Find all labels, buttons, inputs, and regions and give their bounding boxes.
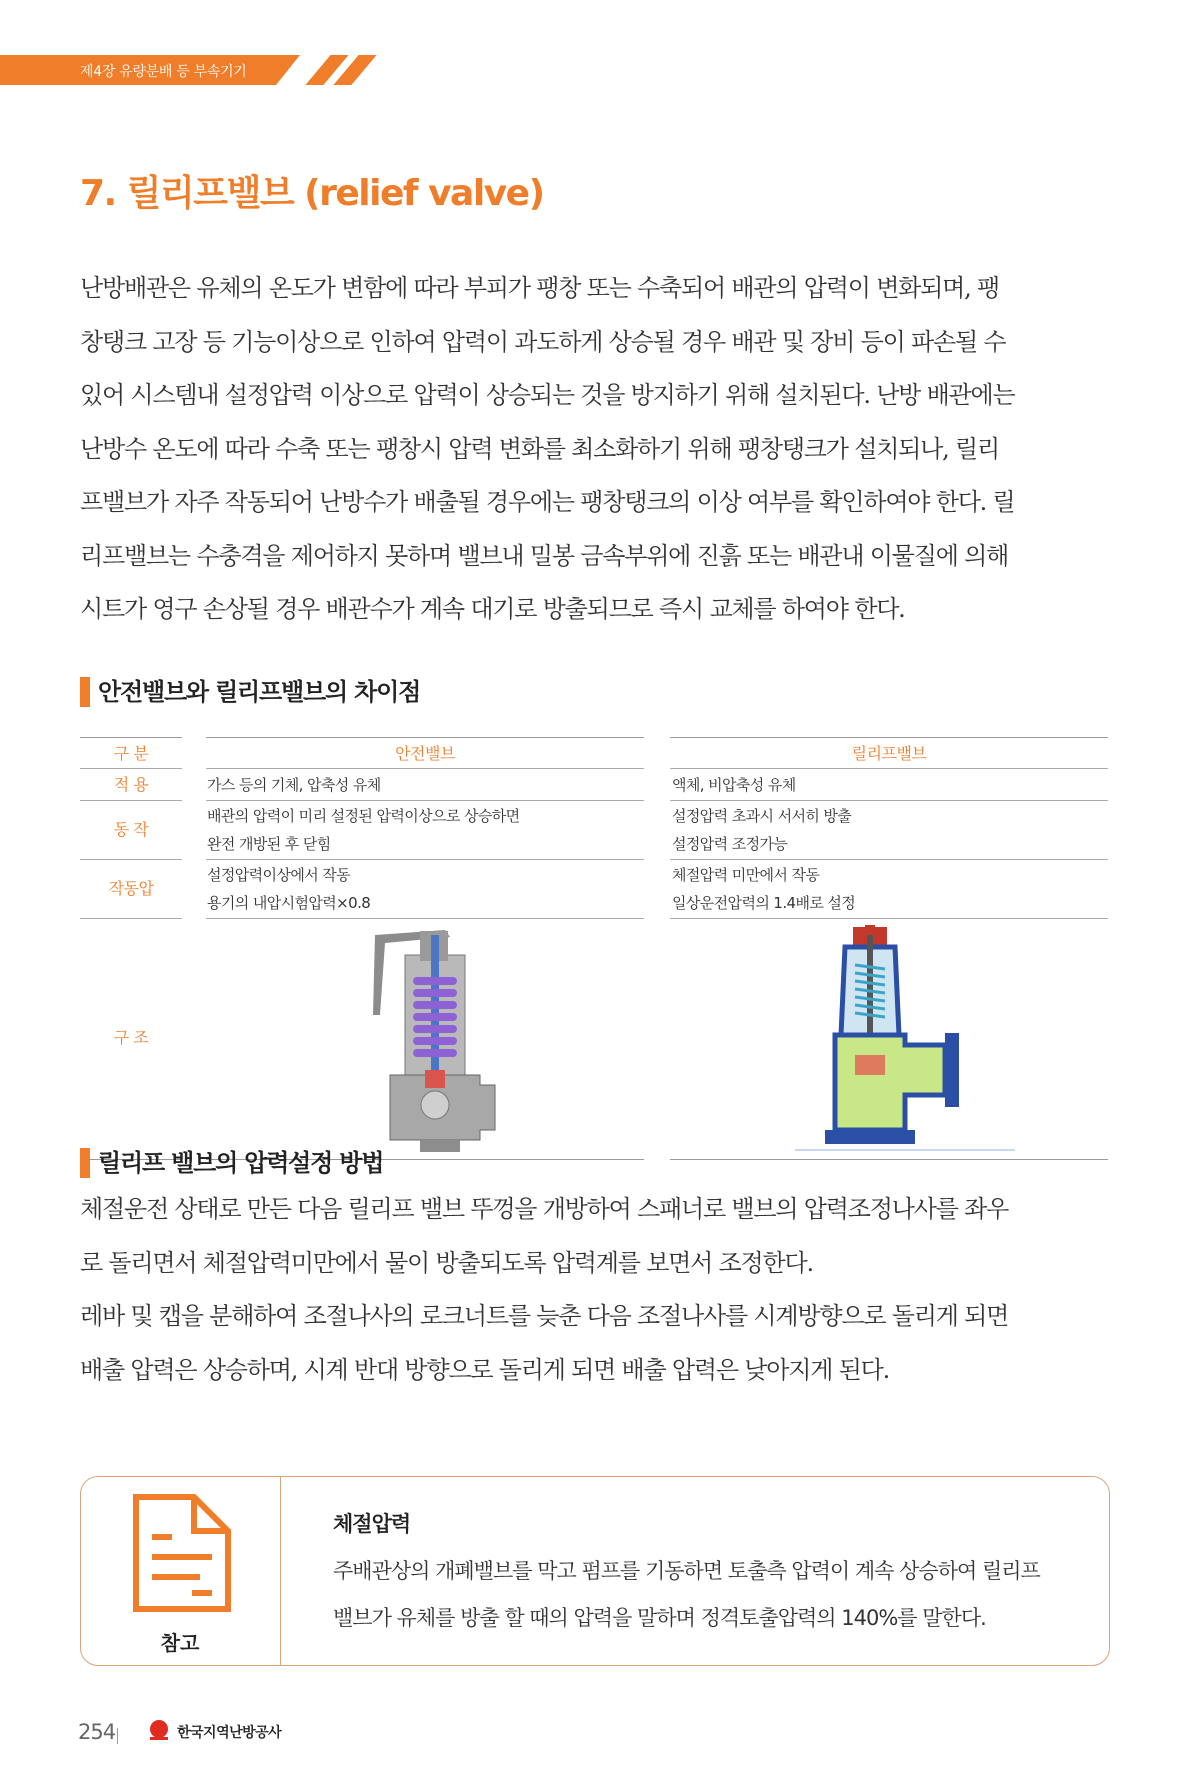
company-logo-icon — [146, 1719, 172, 1743]
chapter-label: 제4장 유량분배 등 부속기기 — [80, 64, 247, 80]
method-paragraph — [80, 1183, 1108, 1397]
table-cell: 완전 개방된 후 닫힘 — [207, 835, 331, 853]
intro-line: 시트가 영구 손상될 경우 배관수가 계속 대기로 방출되므로 즉시 교체를 하여야 한다. — [80, 595, 905, 623]
row-label-structure: 구 조 — [113, 1028, 149, 1047]
table-cell: 배관의 압력이 미리 설정된 압력이상으로 상승하면 — [207, 807, 520, 825]
table-cell: 일상운전압력의 1.4배로 설정 — [672, 894, 856, 912]
note-line: 밸브가 유체를 방출 할 때의 압력을 말하며 정격토출압력의 140%를 말한다. — [333, 1606, 986, 1630]
intro-line: 리프밸브는 수충격을 제어하지 못하며 밸브내 밀봉 금속부위에 진흙 또는 배관내 이물질에 의해 — [80, 541, 1009, 570]
table-cell: 체절압력 미만에서 작동 — [672, 866, 820, 884]
section-marker — [80, 677, 90, 707]
relief-valve-image — [795, 925, 1015, 1155]
note-divider — [280, 1476, 281, 1666]
method-line: 로 돌리면서 체절압력미만에서 물이 방출되도록 압력계를 보면서 조정한다. — [80, 1248, 813, 1277]
table-cell: 설정압력 조정가능 — [672, 835, 788, 853]
table-cell: 액체, 비압축성 유체 — [672, 776, 796, 794]
safety-valve-image — [365, 925, 505, 1155]
table-header-relief: 릴리프밸브 — [851, 744, 927, 763]
organization-name: 한국지역난방공사 — [177, 1725, 282, 1741]
note-line: 주배관상의 개폐밸브를 막고 펌프를 기동하면 토출측 압력이 계속 상승하여 릴리프 — [333, 1559, 1040, 1583]
method-line: 레바 및 캡을 분해하여 조절나사의 로크너트를 늦춘 다음 조절나사를 시계방향으로 돌리게 되면 — [80, 1302, 1009, 1330]
document-icon — [130, 1493, 234, 1613]
section-title: 릴리프 밸브의 압력설정 방법 — [98, 1149, 384, 1177]
row-label-pressure: 작동압 — [108, 879, 154, 898]
note-title: 체절압력 — [333, 1512, 411, 1536]
page-title: 7. 릴리프밸브 (relief valve) — [80, 173, 544, 214]
section-marker — [80, 1148, 90, 1178]
intro-line: 프밸브가 자주 작동되어 난방수가 배출될 경우에는 팽창탱크의 이상 여부를 확인하여야 한다. 릴 — [80, 488, 1015, 516]
table-cell: 설정압력 초과시 서서히 방출 — [672, 807, 852, 825]
page-number: 254 — [78, 1720, 116, 1744]
intro-line: 난방수 온도에 따라 수축 또는 팽창시 압력 변화를 최소화하기 위해 팽창탱크가 설치되나, 릴리 — [80, 434, 999, 463]
intro-line: 있어 시스템내 설정압력 이상으로 압력이 상승되는 것을 방지하기 위해 설치된다. 난방 배관에는 — [80, 381, 1015, 409]
table-header-safety: 안전밸브 — [395, 744, 455, 763]
section-title: 안전밸브와 릴리프밸브의 차이점 — [98, 678, 421, 706]
row-label-apply: 적 용 — [113, 775, 149, 794]
intro-line: 난방배관은 유체의 온도가 변함에 따라 부피가 팽창 또는 수축되어 배관의 압력이 변화되며, 팽 — [80, 274, 999, 302]
intro-line: 창탱크 고장 등 기능이상으로 인하여 압력이 과도하게 상승될 경우 배관 및 장비 등이 파손될 수 — [80, 327, 1006, 356]
table-cell: 용기의 내압시험압력×0.8 — [207, 894, 371, 912]
table-cell: 가스 등의 기체, 압축성 유체 — [207, 776, 381, 794]
table-header-category: 구 분 — [113, 744, 149, 763]
footer-separator — [117, 1728, 118, 1744]
method-line: 배출 압력은 상승하며, 시계 반대 방향으로 돌리게 되면 배출 압력은 낮아지게 된다. — [80, 1355, 890, 1384]
table-cell: 설정압력이상에서 작동 — [207, 866, 351, 884]
row-label-action: 동 작 — [113, 820, 149, 839]
method-line: 체절운전 상태로 만든 다음 릴리프 밸브 뚜껑을 개방하여 스패너로 밸브의 압력조정나사를 좌우 — [80, 1195, 1009, 1223]
note-label: 참고 — [160, 1631, 200, 1655]
intro-paragraph — [80, 262, 1108, 637]
